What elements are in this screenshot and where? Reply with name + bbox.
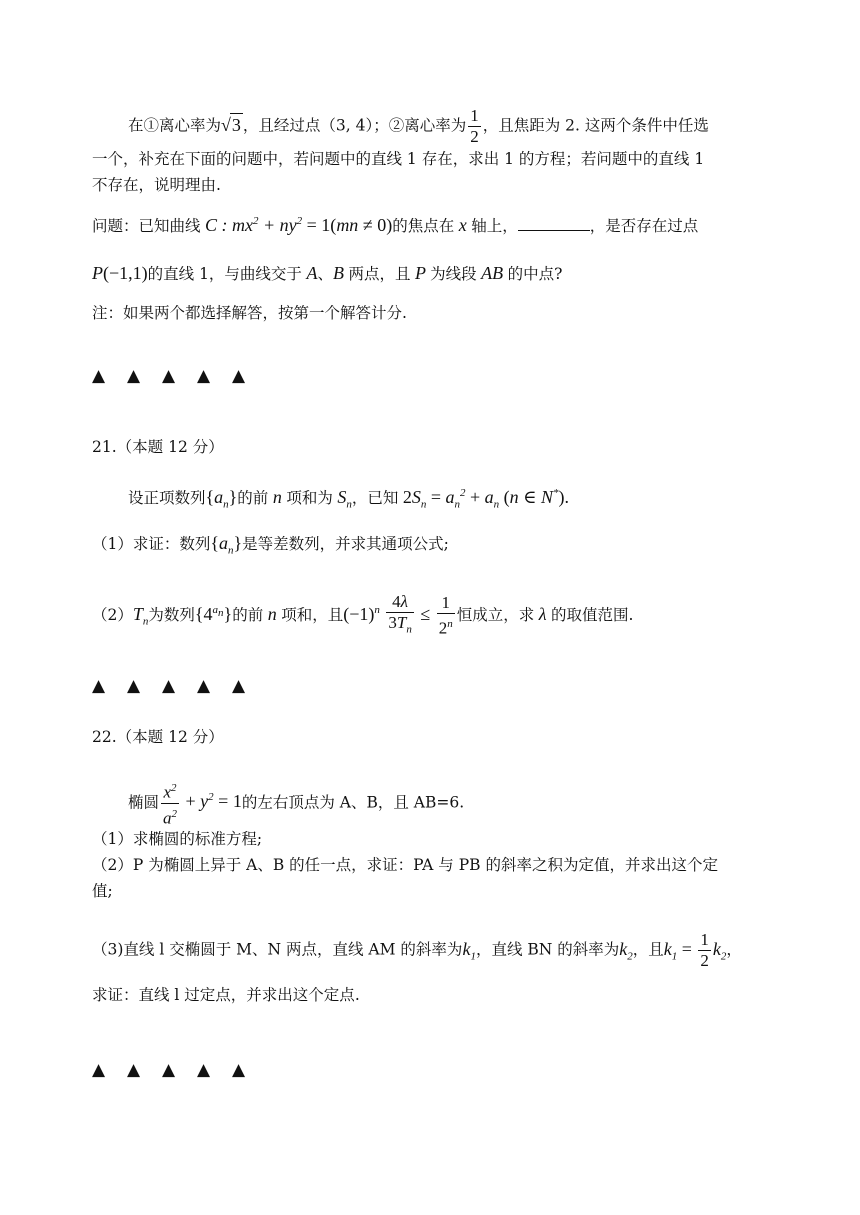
q22-text: ，且 <box>632 940 664 959</box>
condition-text: ，且经过点（3, 4）；②离心率为 <box>242 116 467 135</box>
triangle-icon: ▲ <box>127 676 141 696</box>
q21-intro <box>128 482 569 516</box>
problem-text: 为线段 <box>430 265 477 283</box>
q21-text: （1）求证：数列 <box>92 535 211 553</box>
triangle-icon: ▲ <box>232 366 246 386</box>
q21-inequality: $(-1)^n$ $\frac{4\lambda}{3T_n}$ ≤ $\frac{1}{2^n}$ <box>343 592 453 638</box>
condition-line-2: 一个，补充在下面的问题中，若问题中的直线 1 存在，求出 1 的方程；若问题中的直线 1 <box>92 150 705 168</box>
condition-text: 在①离心率为 <box>128 116 222 135</box>
note-line: 注：如果两个都选择解答，按第一个解答计分. <box>92 304 407 322</box>
sequence-4an: $\{4^{a_n}\}$ <box>194 603 233 624</box>
problem-text: 的直线 1，与曲线交于 <box>147 265 302 283</box>
math-k2: $k_2$ <box>619 938 633 963</box>
triangle-icon: ▲ <box>162 676 176 696</box>
sqrt-expression: √3 <box>221 114 241 135</box>
fraction-one-half <box>468 106 481 147</box>
math-n: n <box>263 603 282 624</box>
math-p: P <box>410 263 431 283</box>
q22-header: 22.（本题 12 分） <box>92 728 224 746</box>
condition-text: ，且焦距为 2. 这两个条件中任选 <box>482 116 709 135</box>
problem-text: 、 <box>317 265 333 283</box>
problem-text: 轴上， <box>471 217 518 235</box>
q22-text: 椭圆 <box>128 793 160 812</box>
fraction-one-half: $\frac{1}{2}$ <box>700 930 709 970</box>
q21-text: 的前 <box>237 489 269 507</box>
q22-part2-line2: 值; <box>92 882 113 900</box>
triangle-icon: ▲ <box>197 366 211 386</box>
problem-line-2 <box>92 262 562 285</box>
q22-text: （3)直线 l 交椭圆于 M、N 两点，直线 AM 的斜率为 <box>92 940 463 959</box>
q22-intro <box>128 778 464 828</box>
q22-part2-line1: （2）P 为椭圆上异于 A、B 的任一点，求证：PA 与 PB 的斜率之积为定值，并求出这个定 <box>92 856 718 874</box>
triangle-divider-3 <box>92 1060 267 1080</box>
math-ab: AB <box>476 263 508 283</box>
math-b: B <box>332 263 349 283</box>
q21-text: （2） <box>92 605 133 624</box>
q21-text: 项和为 <box>286 489 333 507</box>
problem-line-1 <box>92 210 698 237</box>
q21-equation: $2S_n = a_n^2 + a_n$ (n ∈ N*). <box>402 487 569 511</box>
triangle-icon: ▲ <box>127 1060 141 1080</box>
triangle-icon: ▲ <box>232 1060 246 1080</box>
triangle-icon: ▲ <box>232 676 246 696</box>
sequence-an: $\{a_n\}$ <box>205 487 238 511</box>
problem-text: ，是否存在过点 <box>589 217 699 235</box>
fill-blank[interactable] <box>518 216 590 231</box>
q22-text: 的左右顶点为 A、B，且 AB=6. <box>241 793 465 812</box>
triangle-icon: ▲ <box>197 676 211 696</box>
triangle-divider-1 <box>92 366 267 386</box>
math-sn: $S_n$ <box>332 487 352 511</box>
fraction-x2-over-a2: $\frac{x^2}{a^2}$ <box>161 778 179 828</box>
q21-text: 设正项数列 <box>128 489 206 507</box>
q21-text: 恒成立，求 <box>456 605 535 624</box>
q21-text: 的前 <box>232 605 264 624</box>
fraction-numerator: 1 <box>470 106 479 125</box>
math-lambda: λ <box>534 603 552 624</box>
math-tn: $T_n$ <box>132 603 149 628</box>
math-x: x <box>454 215 472 235</box>
triangle-icon: ▲ <box>92 366 106 386</box>
problem-text: 两点，且 <box>348 265 411 283</box>
q21-part1 <box>92 532 449 562</box>
curve-equation: C : $mx^2 + ny^2 = 1(mn \ne 0)$ <box>200 215 393 235</box>
q21-part2 <box>92 592 633 639</box>
q21-header: 21.（本题 12 分） <box>92 438 224 456</box>
slope-relation: $k_1$ = $\frac{1}{2}$ $k_2$ <box>663 930 727 970</box>
fraction-lambda: $\frac{4\lambda}{3T_n}$ <box>388 592 412 636</box>
triangle-icon: ▲ <box>162 366 176 386</box>
sequence-an: $\{a_n\}$ <box>210 533 243 557</box>
math-k1: $k_1$ <box>462 938 476 963</box>
ellipse-equation: $\frac{x^2}{a^2}$ + $y^2 = 1$ <box>159 791 242 811</box>
condition-line-1 <box>128 106 709 147</box>
q21-text: 是等差数列，并求其通项公式; <box>242 535 449 553</box>
fraction-1-over-2n: $\frac{1}{2^n}$ <box>438 592 453 638</box>
q22-part3-line1 <box>92 930 742 971</box>
triangle-icon: ▲ <box>92 1060 106 1080</box>
point-p: P(−1,1) <box>92 263 148 283</box>
q22-text: ，直线 BN 的斜率为 <box>475 940 620 959</box>
triangle-icon: ▲ <box>127 366 141 386</box>
problem-text: 问题：已知曲线 <box>92 217 201 235</box>
triangle-icon: ▲ <box>197 1060 211 1080</box>
triangle-icon: ▲ <box>162 1060 176 1080</box>
q22-part1: （1）求椭圆的标准方程; <box>92 830 263 848</box>
fraction-denominator: 2 <box>470 127 479 146</box>
triangle-divider-2 <box>92 676 267 696</box>
q21-text: 项和，且 <box>281 605 344 624</box>
math-n: n <box>268 487 287 507</box>
q21-text: ，已知 <box>351 489 399 507</box>
q22-text: ， <box>726 940 742 959</box>
triangle-icon: ▲ <box>92 676 106 696</box>
sqrt-radicand: 3 <box>231 114 241 135</box>
q22-part3-line2: 求证：直线 l 过定点，并求出这个定点. <box>92 986 360 1004</box>
problem-text: 的中点? <box>507 265 563 283</box>
q21-text: 为数列 <box>148 605 195 624</box>
q21-text: 的取值范围. <box>551 605 634 624</box>
math-a: A <box>301 263 318 283</box>
condition-line-3: 不存在，说明理由. <box>92 176 221 194</box>
problem-text: 的焦点在 <box>392 217 455 235</box>
